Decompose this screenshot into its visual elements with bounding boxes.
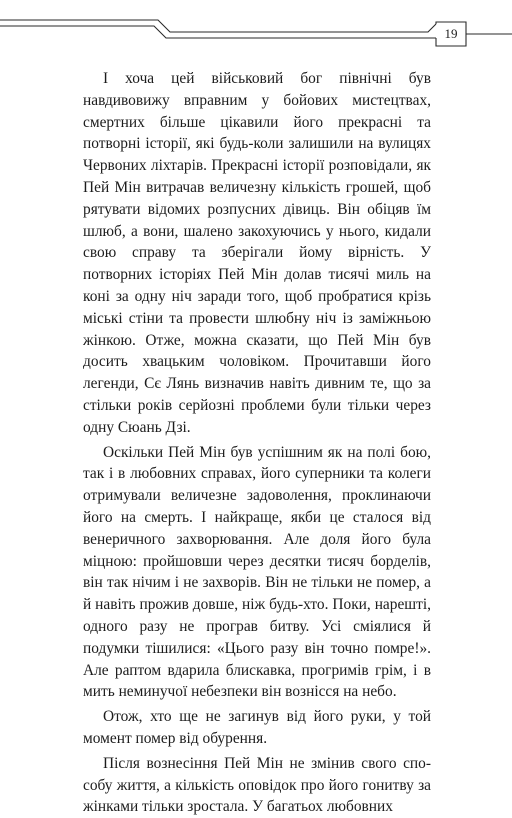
paragraph-4: Після вознесіння Пей Мін не змінив свого способу життя, а кількість оповідок про його гонитву за жінками тільки зростала. У багатьох любовних	[83, 754, 431, 816]
paragraph-1: І хоча цей військовий бог північні був навдивовижу вправним у бойових мистецтвах, смертних більше цікавили його прекрасні та потворні історії, які будь-коли залишили на вулицях Червоних ліхтарів. Прекрасні історії розповідали, як Пей Мін витрачав величезну кількість грошей, щоб рятувати відомих розпусних дівиць. Він обіцяв їм шлюб, а вони, шалено закохуючись у нього, кидали свою справу та зберігали йому вірність. У потворних історіях Пей Мін долав тисячі миль на коні за одну ніч заради того, щоб пробратися крізь міські стіни та провести шлюбну ніч із заміжньою жінкою. Отже, можна сказати, що Пей Мін був досить хвацьким чоловіком. Прочитавши його легенди, Сє Лянь визначив навіть дивним те, що за стільки років серйозні проблеми були тільки через одну Сюань Дзі.	[83, 70, 431, 436]
paragraph-2: Оскільки Пей Мін був успішним як на полі бою, так і в любовних справах, його суперники та колеги отримували величезне задоволення, проклинаючи його на смерть. І найкраще, якби це сталося від венеричного захворювання. Але доля його була міцною: пройшовши через десятки тисяч борделів, він так нічим і не захворів. Він не тільки не помер, а й навіть прожив довше, ніж будь-хто. Поки, нарешті, одного разу не програв битву. Усі сміялися й подумки тішилися: «Цього разу він точно помре!». Але раптом вдарила блискавка, прогримів грім, і в мить неминучої небезпеки він вознісся на небо.	[83, 443, 431, 701]
page-number: 19	[444, 26, 458, 41]
body-text	[83, 68, 431, 818]
paragraph-3: Отож, хто ще не загинув від його руки, у той момент помер від обурення.	[83, 708, 431, 747]
